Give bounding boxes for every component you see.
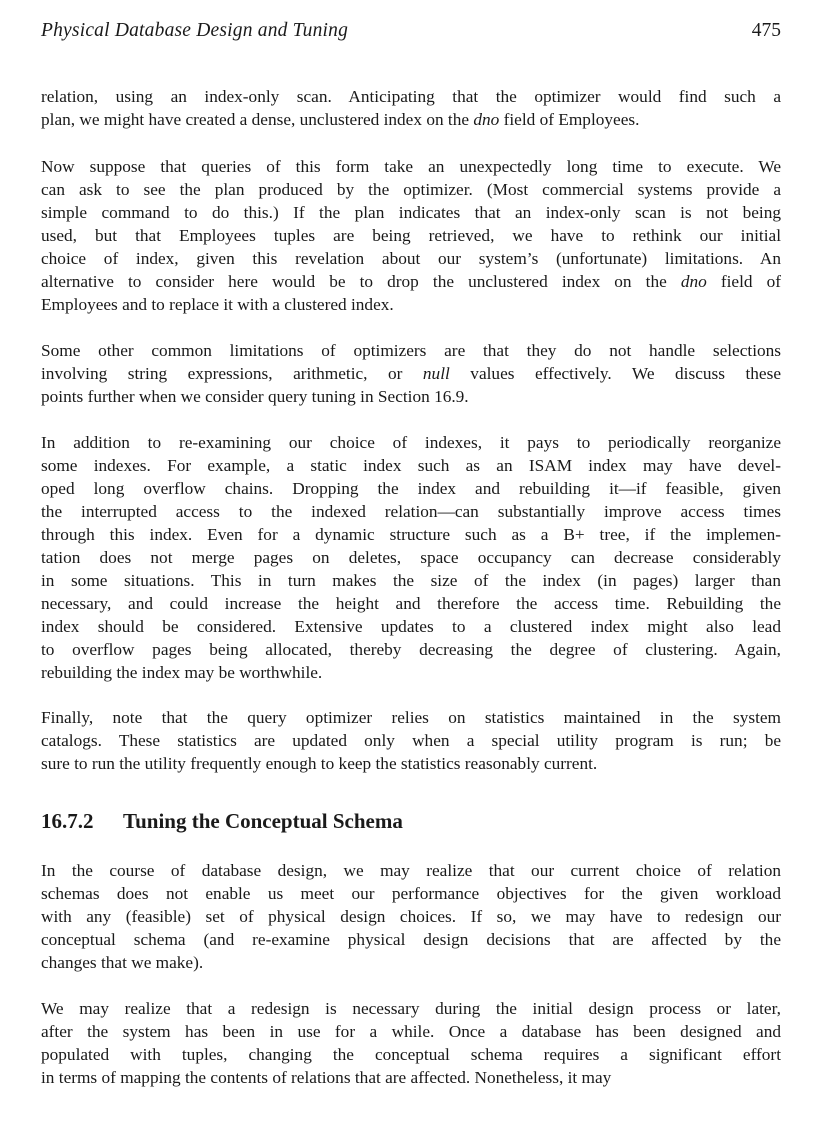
- paragraph: [41, 859, 781, 974]
- emphasis: dno: [473, 110, 500, 129]
- text-line: Some other common limitations of optimizers are that they do not handle selections: [41, 341, 781, 360]
- text-line: to overflow pages being allocated, thereby decreasing the degree of clustering. Again,: [41, 640, 781, 659]
- paragraph: [41, 339, 781, 408]
- text-line: conceptual schema (and re-examine physical design decisions that are affected by the: [41, 930, 781, 949]
- text-line: schemas does not enable us meet our performance objectives for the given workload: [41, 884, 781, 903]
- text-line: index should be considered. Extensive updates to a clustered index might also lead: [41, 617, 781, 636]
- text-line: populated with tuples, changing the conceptual schema requires a significant effort: [41, 1045, 781, 1064]
- text-line: in terms of mapping the contents of relations that are affected. Nonetheless, it may: [41, 1068, 612, 1087]
- text-line: through this index. Even for a dynamic structure such as a B+ tree, if the implemen-: [41, 525, 781, 544]
- emphasis: null: [422, 364, 450, 383]
- text-line: oped long overflow chains. Dropping the index and rebuilding it—if feasible, given: [41, 479, 781, 498]
- text-line: after the system has been in use for a while. Once a database has been designed and: [41, 1022, 781, 1041]
- emphasis: dno: [680, 272, 707, 291]
- text-line: relation, using an index-only scan. Anticipating that the optimizer would find such a: [41, 87, 781, 106]
- paragraph: [41, 997, 781, 1089]
- text-line: Now suppose that queries of this form take an unexpectedly long time to execute. We: [41, 157, 781, 176]
- paragraph: [41, 431, 781, 684]
- text-line: necessary, and could increase the height and therefore the access time. Rebuilding the: [41, 594, 781, 613]
- text-line: used, but that Employees tuples are being retrieved, we have to rethink our initial: [41, 226, 781, 245]
- section-title: Tuning the Conceptual Schema: [123, 809, 403, 833]
- text-line: rebuilding the index may be worthwhile.: [41, 663, 323, 682]
- text-line: alternative to consider here would be to drop the unclustered index on the dno field of: [41, 272, 781, 291]
- text-line: Finally, note that the query optimizer relies on statistics maintained in the system: [41, 708, 781, 727]
- running-head: [41, 20, 781, 48]
- text-line: We may realize that a redesign is necessary during the initial design process or later,: [41, 999, 781, 1018]
- running-title: Physical Database Design and Tuning: [41, 20, 349, 41]
- section-number: 16.7.2: [41, 809, 94, 833]
- text-line: sure to run the utility frequently enough to keep the statistics reasonably current.: [41, 754, 598, 773]
- text-line: with any (feasible) set of physical design choices. If so, we may have to redesign our: [41, 907, 781, 926]
- text-line: In the course of database design, we may realize that our current choice of relation: [41, 861, 781, 880]
- page-number: 475: [751, 20, 781, 41]
- text-line: involving string expressions, arithmetic, or null values effectively. We discuss these: [41, 364, 781, 383]
- text-line: points further when we consider query tuning in Section 16.9.: [41, 387, 469, 406]
- paragraph: [41, 155, 781, 316]
- text-line: In addition to re-examining our choice of indexes, it pays to periodically reorganize: [41, 433, 781, 452]
- text-line: the interrupted access to the indexed relation—can substantially improve access times: [41, 502, 781, 521]
- text-line: in some situations. This in turn makes the size of the index (in pages) larger than: [41, 571, 781, 590]
- text-line: can ask to see the plan produced by the optimizer. (Most commercial systems provide a: [41, 180, 781, 199]
- text-line: plan, we might have created a dense, unclustered index on the dno field of Employees.: [41, 110, 640, 129]
- text-line: simple command to do this.) If the plan indicates that an index-only scan is not being: [41, 203, 781, 222]
- text-line: catalogs. These statistics are updated only when a special utility program is run; be: [41, 731, 781, 750]
- section-heading: [41, 809, 403, 834]
- text-line: tation does not merge pages on deletes, space occupancy can decrease considerably: [41, 548, 781, 567]
- text-line: choice of index, given this revelation about our system’s (unfortunate) limitations. An: [41, 249, 781, 268]
- text-line: changes that we make).: [41, 953, 204, 972]
- text-line: some indexes. For example, a static index such as an ISAM index may have devel-: [41, 456, 781, 475]
- paragraph: [41, 706, 781, 775]
- paragraph: [41, 85, 781, 131]
- text-line: Employees and to replace it with a clustered index.: [41, 295, 394, 314]
